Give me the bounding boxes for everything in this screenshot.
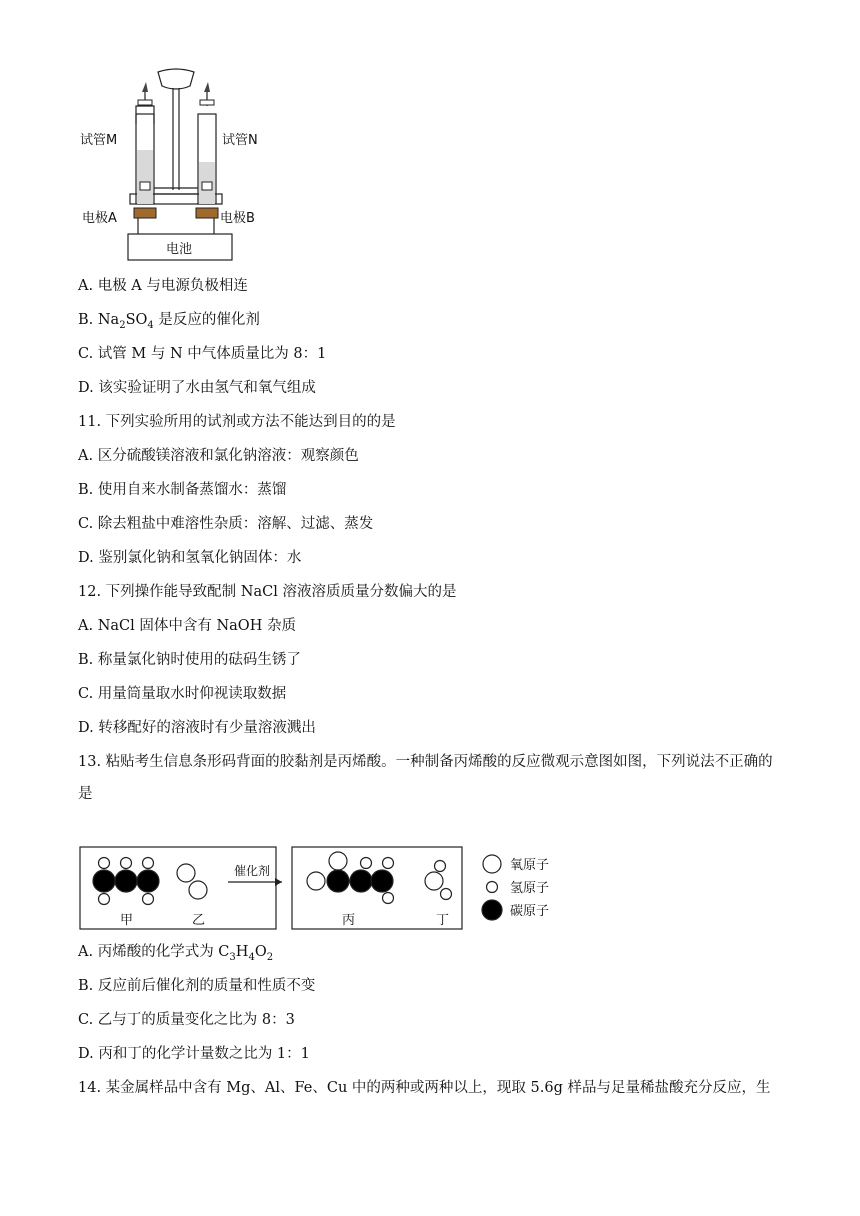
q11-stem: 11. 下列实验所用的试剂或方法不能达到目的的是	[78, 414, 396, 430]
reaction-diagram	[78, 844, 598, 932]
q11-option-b: B. 使用自来水制备蒸馏水：蒸馏	[78, 482, 287, 498]
q11-option-d: D. 鉴别氯化钠和氢氧化钠固体：水	[78, 550, 302, 566]
label-catalyst: 催化剂	[234, 864, 271, 878]
q10-option-a: A. 电极 A 与电源负极相连	[78, 278, 248, 294]
q10-option-c: C. 试管 M 与 N 中气体质量比为 8：1	[78, 346, 327, 362]
electrolysis-diagram	[76, 62, 276, 264]
label-bing: 丙	[342, 913, 356, 928]
q11-option-c: C. 除去粗盐中难溶性杂质：溶解、过滤、蒸发	[78, 516, 374, 532]
q13-option-c: C. 乙与丁的质量变化之比为 8：3	[78, 1012, 295, 1028]
label-yi: 乙	[192, 913, 206, 928]
q12-option-b: B. 称量氯化钠时使用的砝码生锈了	[78, 652, 301, 668]
q13-option-b: B. 反应前后催化剂的质量和性质不变	[78, 978, 316, 994]
label-ding: 丁	[436, 913, 450, 928]
q13-option-d: D. 丙和丁的化学计量数之比为 1：1	[78, 1046, 310, 1062]
label-tube-n: 试管N	[222, 133, 258, 148]
q14-stem: 14. 某金属样品中含有 Mg、Al、Fe、Cu 中的两种或两种以上，现取 5.6g 样品与足量稀盐酸充分反应，生	[78, 1080, 771, 1096]
q12-stem: 12. 下列操作能导致配制 NaCl 溶液溶质质量分数偏大的是	[78, 584, 457, 600]
legend-hydrogen: 氢原子	[510, 881, 550, 896]
q10-option-b: B. $Na_2SO_4$ 是反应的催化剂	[78, 312, 260, 331]
q12-option-c: C. 用量筒量取水时仰视读取数据	[78, 686, 287, 702]
label-electrode-b: 电极B	[220, 211, 255, 226]
legend-carbon: 碳原子	[510, 904, 550, 919]
q13-option-a: A. 丙烯酸的化学式为 $C_3H_4O_2$	[78, 944, 274, 963]
q10-option-d: D. 该实验证明了水由氢气和氧气组成	[78, 380, 316, 396]
label-tube-m: 试管M	[80, 133, 118, 148]
label-jia: 甲	[120, 913, 134, 928]
label-electrode-a: 电极A	[82, 211, 117, 226]
label-battery: 电池	[166, 242, 193, 257]
q11-option-a: A. 区分硫酸镁溶液和氯化钠溶液：观察颜色	[78, 448, 359, 464]
q13-stem: 13. 粘贴考生信息条形码背面的胶黏剂是丙烯酸。一种制备丙烯酸的反应微观示意图如图，下列说法不正确的是	[78, 754, 773, 802]
q12-option-d: D. 转移配好的溶液时有少量溶液溅出	[78, 720, 316, 736]
legend-oxygen: 氧原子	[510, 858, 550, 873]
q12-option-a: A. NaCl 固体中含有 NaOH 杂质	[78, 618, 296, 634]
